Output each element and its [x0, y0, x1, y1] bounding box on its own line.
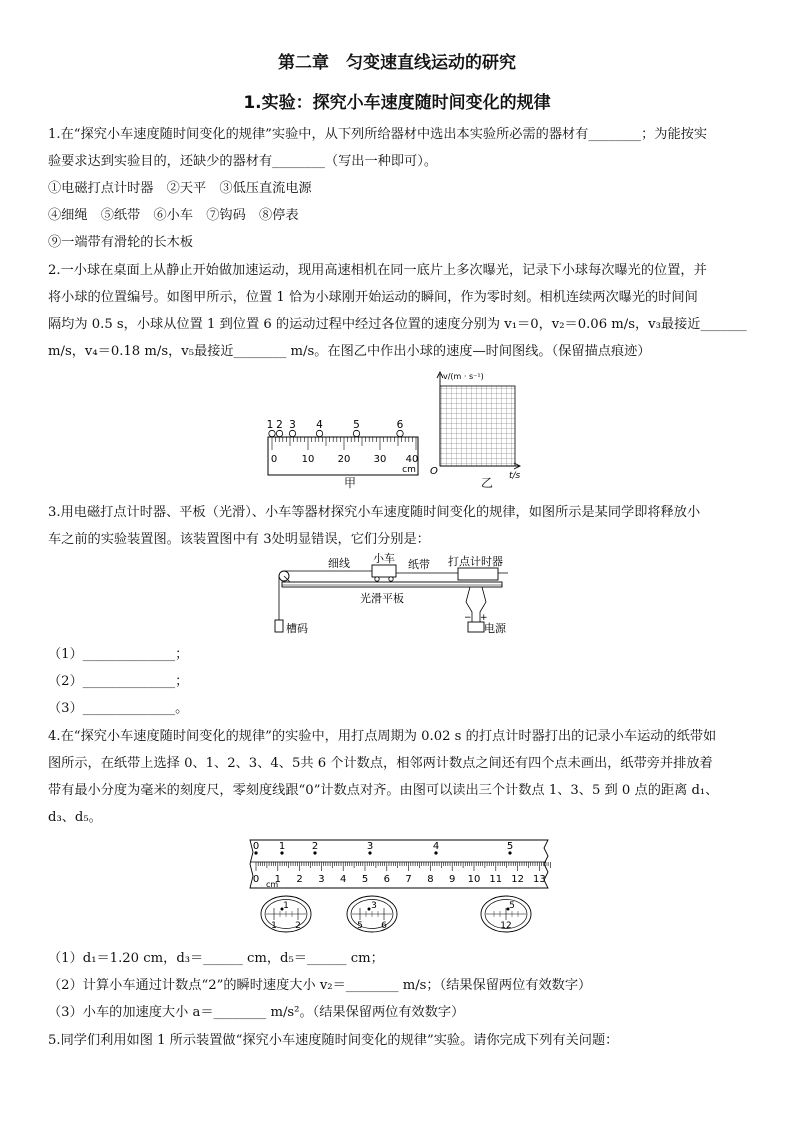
- pos-label-1: 1: [266, 419, 274, 431]
- scale-label-30: 30: [373, 454, 387, 465]
- q3-line1: 3.用电磁打点计时器、平板（光滑）、小车等器材探究小车速度随时间变化的规律，如图所示是某同学即将释放小: [48, 505, 701, 520]
- ruler-num-2: 2: [296, 874, 303, 885]
- section-title: 1.实验：探究小车速度随时间变化的规律: [243, 93, 551, 113]
- zoom-lens-2: [347, 896, 397, 932]
- pos-label-2: 2: [276, 419, 283, 431]
- zoom-lens-3: [481, 896, 531, 932]
- tape-label-1: 1: [278, 841, 286, 852]
- zoom3-center: 12: [500, 921, 512, 931]
- tape-label-0: 0: [252, 841, 260, 852]
- ruler-num-10: 10: [467, 874, 481, 885]
- q1-line1: 1.在“探究小车速度随时间变化的规律”实验中，从下列所给器材中选出本实验所必需的器材有________；为能按实: [48, 127, 708, 142]
- power-supply-icon: [468, 622, 484, 632]
- q2-line1: 2.一小球在桌面上从静止开始做加速运动，现用高速相机在同一底片上多次曝光，记录下小球每次曝光的位置，并: [48, 263, 707, 278]
- q3-answer-2: （2）______________；: [48, 674, 189, 689]
- chapter-title: 第二章 匀变速直线运动的研究: [278, 53, 516, 73]
- ruler-num-5: 5: [361, 874, 369, 885]
- figure-yi-graph: [426, 368, 526, 488]
- tape-label-4: 4: [432, 841, 440, 852]
- zoom1-right: 2: [295, 921, 301, 931]
- ball-2: [276, 430, 282, 436]
- ruler-num-1: 1: [274, 874, 281, 885]
- label-weight: 槽码: [286, 622, 308, 635]
- pos-label-3: 3: [289, 419, 296, 431]
- figure-apparatus: [268, 552, 518, 638]
- q4-line4: d₃、d₅。: [48, 810, 102, 825]
- scale-label-20: 20: [337, 454, 351, 465]
- ruler-num-6: 6: [383, 874, 390, 885]
- ball-6: [397, 430, 403, 436]
- label-cart: 小车: [373, 552, 395, 565]
- q2-line2: 将小球的位置编号。如图甲所示，位置 1 恰为小球刚开始运动的瞬间，作为零时刻。相机连续两次曝光的时间间: [48, 290, 698, 305]
- cart-icon: [372, 565, 396, 577]
- weight-icon: [275, 620, 283, 632]
- yi-x-axis-label: t/s: [509, 471, 521, 481]
- label-rope: 细线: [328, 557, 350, 570]
- yi-y-axis-label: v/(m · s⁻¹): [443, 372, 484, 381]
- ball-1: [269, 430, 275, 436]
- q1-options-row2: ④细绳 ⑤纸带 ⑥小车 ⑦钩码 ⑧停表: [48, 208, 299, 223]
- q4-sub2: （2）计算小车通过计数点“2”的瞬时速度大小 v₂＝________ m/s；（结果保留两位有效数字）: [48, 978, 592, 993]
- timer-icon: [458, 568, 498, 580]
- zoom-lens-1: [261, 896, 311, 932]
- figure-tape-ruler: [244, 836, 554, 938]
- tape-label-3: 3: [366, 841, 374, 852]
- tape-label-5: 5: [506, 841, 514, 852]
- q3-line2: 车之前的实验装置图。该装置图中有 3处明显错误，它们分别是：: [48, 532, 430, 547]
- ruler-num-8: 8: [427, 874, 434, 885]
- zoom2-left: 5: [357, 921, 363, 931]
- zoom1-left: 1: [271, 921, 277, 931]
- pos-label-6: 6: [396, 419, 404, 431]
- q4-line1: 4.在“探究小车速度随时间变化的规律”的实验中，用打点周期为 0.02 s 的打点计时器打出的记录小车运动的纸带如: [48, 729, 717, 744]
- ball-5: [353, 430, 359, 436]
- q1-line2: 验要求达到实验目的，还缺少的器材有________（写出一种即可）。: [48, 154, 438, 169]
- ruler-num-0: 0: [252, 874, 260, 885]
- label-timer: 打点计时器: [448, 555, 503, 568]
- zoom3-point: 5: [509, 901, 515, 911]
- figure-yi-caption: 乙: [481, 476, 494, 490]
- figure-jia-caption: 甲: [344, 476, 357, 490]
- zoom2-right: 6: [381, 921, 387, 931]
- label-tape: 纸带: [408, 558, 430, 571]
- tape-label-2: 2: [311, 841, 319, 852]
- q4-sub3: （3）小车的加速度大小 a＝________ m/s²。（结果保留两位有效数字）: [48, 1005, 465, 1020]
- label-board: 光滑平板: [360, 592, 404, 605]
- q4-line3: 带有最小分度为毫米的刻度尺，零刻度线跟“0”计数点对齐。由图可以读出三个计数点 1、3、5 到 0 点的距离 d₁、: [48, 783, 719, 798]
- ruler-num-11: 11: [489, 874, 503, 885]
- ruler-num-7: 7: [405, 874, 412, 885]
- q5-line1: 5.同学们利用如图 1 所示装置做“探究小车速度随时间变化的规律”实验。请你完成下列有关问题：: [48, 1033, 619, 1048]
- scale-label-10: 10: [301, 454, 315, 465]
- q4-line2: 图所示，在纸带上选择 0、1、2、3、4、5共 6 个计数点，相邻两计数点之间还有四个点未画出，纸带旁并排放着: [48, 756, 713, 771]
- q2-line3: 隔均为 0.5 s，小球从位置 1 到位置 6 的运动过程中经过各位置的速度分别为 v₁＝0，v₂＝0.06 m/s，v₃最接近_______: [48, 317, 747, 332]
- ruler-num-12: 12: [511, 874, 524, 885]
- ruler-num-4: 4: [340, 874, 347, 885]
- scale-label-0: 0: [270, 454, 278, 465]
- pos-label-4: 4: [316, 419, 323, 431]
- ruler-num-9: 9: [449, 874, 456, 885]
- ruler-num-3: 3: [318, 874, 325, 885]
- q3-answer-3: （3）______________。: [48, 701, 189, 716]
- label-plus: +: [480, 613, 488, 623]
- label-power: 电源: [484, 622, 506, 635]
- q4-sub1: （1）d₁＝1.20 cm，d₃＝______ cm，d₅＝______ cm；: [48, 951, 384, 966]
- label-minus: −: [464, 613, 472, 623]
- scale-label-40: 40: [405, 454, 419, 465]
- q1-options-row3: ⑨一端带有滑轮的长木板: [48, 235, 194, 250]
- q1-options-row1: ①电磁打点计时器 ②天平 ③低压直流电源: [48, 181, 312, 196]
- ball-4: [316, 430, 322, 436]
- ball-3: [289, 430, 295, 436]
- ruler-num-13: 13: [533, 874, 546, 885]
- q3-answer-1: （1）______________；: [48, 647, 189, 662]
- ruler-unit: cm: [266, 880, 279, 889]
- pos-label-5: 5: [353, 419, 360, 431]
- yi-origin: O: [430, 466, 438, 477]
- zoom2-point: 3: [371, 901, 377, 911]
- q2-line4: m/s，v₄＝0.18 m/s，v₅最接近________ m/s。在图乙中作出小球的速度—时间图线。（保留描点痕迹）: [48, 344, 651, 359]
- scale-unit: cm: [402, 465, 416, 475]
- figure-jia-ruler: [262, 410, 422, 490]
- zoom1-point: 1: [283, 901, 289, 911]
